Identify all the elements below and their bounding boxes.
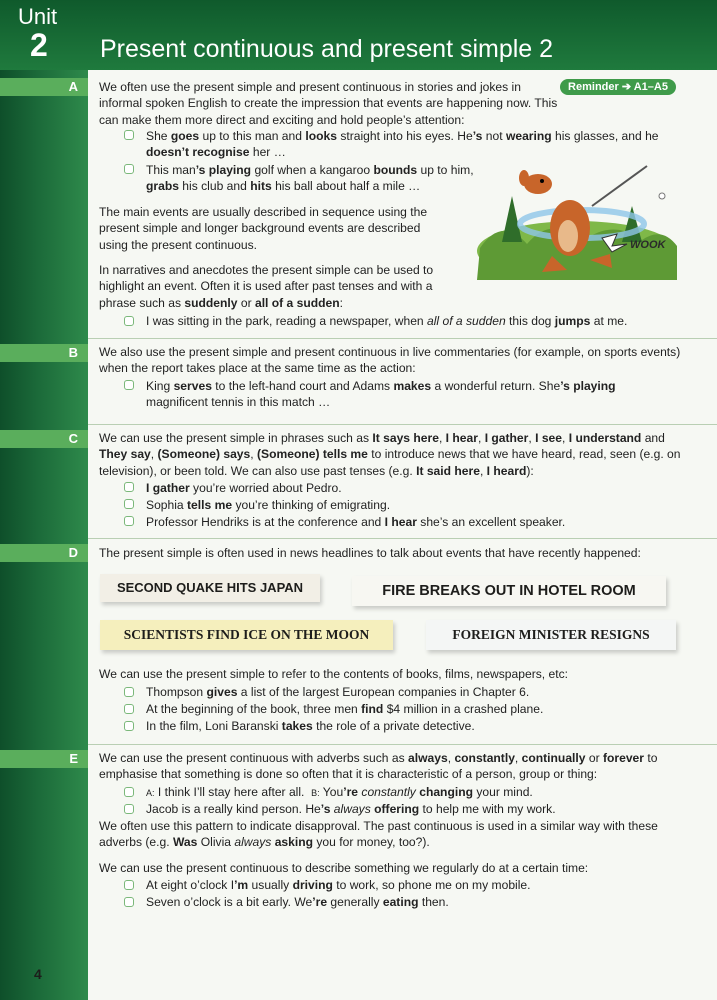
divider <box>88 538 717 539</box>
page-header <box>0 0 717 70</box>
example-text: I gather you’re worried about Pedro. <box>146 481 342 495</box>
section-tab-b: B <box>0 344 88 362</box>
example-bullet <box>124 880 134 890</box>
example-text: A: I think I’ll stay here after all. B: You’re constantly changing your mind. <box>146 785 533 799</box>
example-text: I was sitting in the park, reading a newspaper, when all of a sudden this dog jumps at me. <box>146 314 628 328</box>
section-tab-a: A <box>0 78 88 96</box>
section-a-paragraph: In narratives and anecdotes the present simple can be used to highlight an event. Often it is used after past tenses and with a phrase such as suddenly or all of a sudden: <box>99 263 434 310</box>
example-bullet <box>124 897 134 907</box>
section-a-intro: We often use the present simple and present continuous in stories and jokes in informal spoken English to create the impression that events are happening now. This can make them more direct and exciting and hold people’s attention: <box>99 80 558 127</box>
example-bullet <box>124 380 134 390</box>
left-sidebar <box>0 0 88 1000</box>
example-text: At the beginning of the book, three men find $4 million in a crashed plane. <box>146 702 544 716</box>
example-text: She goes up to this man and looks straight into his eyes. He’s not wearing his glasses, and he doesn’t recognise her … <box>146 129 659 160</box>
reminder-badge[interactable]: Reminder ➔ A1–A5 <box>560 79 676 95</box>
example-text: Seven o’clock is a bit early. We’re generally eating then. <box>146 895 449 909</box>
section-a-paragraph: The main events are usually described in sequence using the present simple and longer background events are described using the present continuous. <box>99 205 428 252</box>
section-c-intro: We can use the present simple in phrases such as It says here, I hear, I gather, I see, I understand and They say, (Someone) says, (Someone) tells me to introduce news that we have heard, read, seen (e.g. on television), or been told. We can also use past tenses (e.g. It said here, I heard): <box>99 431 681 478</box>
example-bullet <box>124 164 134 174</box>
example-bullet <box>124 787 134 797</box>
section-tab-d: D <box>0 544 88 562</box>
example-text: This man’s playing golf when a kangaroo bounds up to him, grabs his club and hits his ball about half a mile … <box>146 163 474 194</box>
headline-card: FOREIGN MINISTER RESIGNS <box>426 620 676 650</box>
example-bullet <box>124 721 134 731</box>
example-text: At eight o’clock I’m usually driving to work, so phone me on my mobile. <box>146 878 531 892</box>
section-d-paragraph: We can use the present simple to refer to the contents of books, films, newspapers, etc: <box>99 667 568 681</box>
headline-card: FIRE BREAKS OUT IN HOTEL ROOM <box>352 576 666 606</box>
headline-card: SCIENTISTS FIND ICE ON THE MOON <box>100 620 393 650</box>
section-e-intro: We can use the present continuous with adverbs such as always, constantly, continually or forever to emphasise that something is done so often that it is characteristic of a person, group or thing: <box>99 751 658 782</box>
example-text: Professor Hendriks is at the conference and I hear she’s an excellent speaker. <box>146 515 566 529</box>
example-text: Jacob is a really kind person. He’s always offering to help me with my work. <box>146 802 556 816</box>
example-text: In the film, Loni Baranski takes the role of a private detective. <box>146 719 475 733</box>
example-text: King serves to the left-hand court and Adams makes a wonderful return. She’s playing magnificent tennis in this match … <box>146 379 616 410</box>
section-e-paragraph: We often use this pattern to indicate disapproval. The past continuous is used in a similar way with these adverbs (e.g. Was Olivia always asking you for money, too?). <box>99 819 658 850</box>
example-bullet <box>124 499 134 509</box>
page-title: Present continuous and present simple 2 <box>100 35 554 63</box>
divider <box>88 744 717 745</box>
unit-number: 2 <box>30 27 48 63</box>
section-tab-e: E <box>0 750 88 768</box>
section-e-paragraph: We can use the present continuous to describe something we regularly do at a certain time: <box>99 861 589 875</box>
example-bullet <box>124 704 134 714</box>
example-bullet <box>124 804 134 814</box>
section-d-intro: The present simple is often used in news headlines to talk about events that have recently happened: <box>99 546 641 560</box>
example-bullet <box>124 516 134 526</box>
example-text: Sophia tells me you’re thinking of emigrating. <box>146 498 391 512</box>
section-tab-c: C <box>0 430 88 448</box>
example-text: Thompson gives a list of the largest European companies in Chapter 6. <box>146 685 530 699</box>
example-bullet <box>124 687 134 697</box>
example-bullet <box>124 482 134 492</box>
sound-effect-text: WOOK <box>630 239 666 251</box>
kangaroo-golf-illustration <box>472 156 682 280</box>
unit-label: Unit <box>18 4 58 29</box>
example-bullet <box>124 316 134 326</box>
divider <box>88 424 717 425</box>
section-b-intro: We also use the present simple and present continuous in live commentaries (for example, on sports events) when the report takes place at the same time as the action: <box>99 345 681 376</box>
page-number: 4 <box>34 966 42 982</box>
divider <box>88 338 717 339</box>
example-bullet <box>124 130 134 140</box>
headline-card: SECOND QUAKE HITS JAPAN <box>100 574 320 602</box>
